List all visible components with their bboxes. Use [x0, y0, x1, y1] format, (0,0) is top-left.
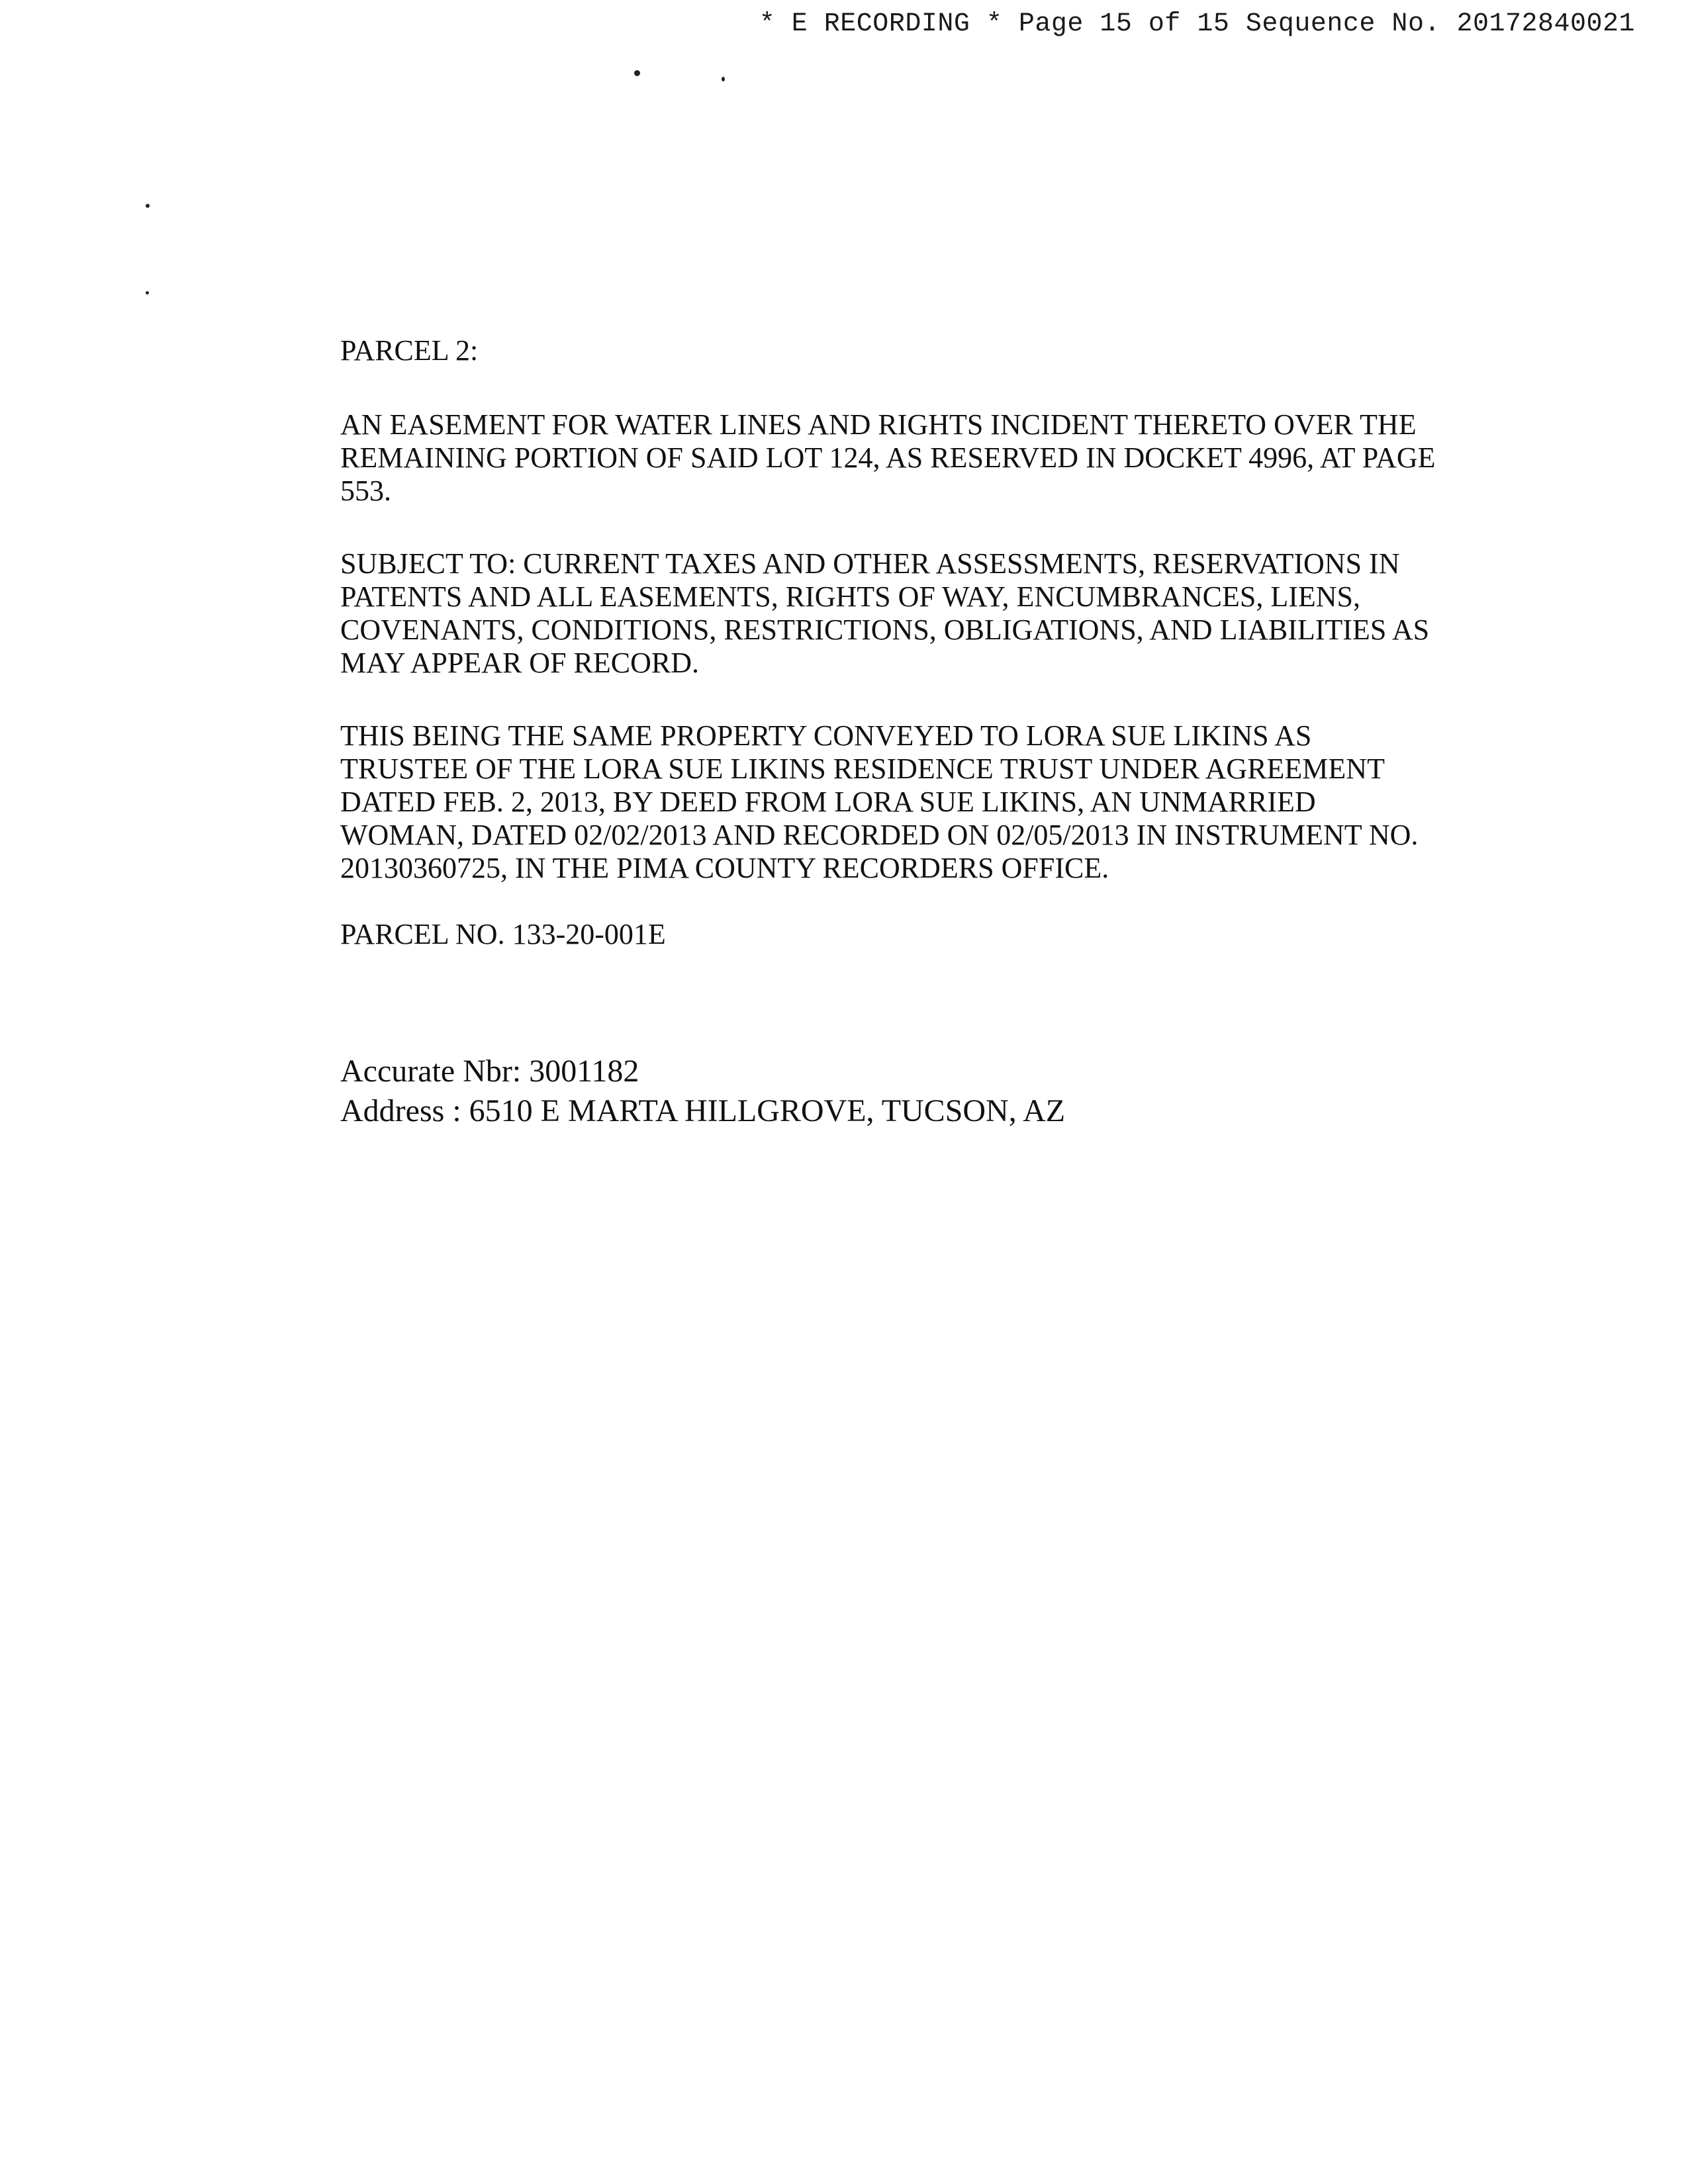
document-body — [340, 334, 1439, 1131]
parcel-number: PARCEL NO. 133-20-001E — [340, 918, 666, 950]
scan-speck — [634, 70, 640, 76]
property-address: Address : 6510 E MARTA HILLGROVE, TUCSON, AZ — [340, 1093, 1066, 1128]
easement-paragraph: AN EASEMENT FOR WATER LINES AND RIGHTS INCIDENT THERETO OVER THE REMAINING PORTION OF SAID LOT 124, AS RESERVED IN DOCKET 4996, AT PAGE 553. — [340, 408, 1436, 507]
scan-speck — [146, 291, 149, 295]
scan-speck — [722, 77, 725, 81]
parcel-heading: PARCEL 2: — [340, 334, 479, 367]
subject-to-paragraph: SUBJECT TO: CURRENT TAXES AND OTHER ASSESSMENTS, RESERVATIONS IN PATENTS AND ALL EASEMENTS, RIGHTS OF WAY, ENCUMBRANCES, LIENS, COVENANTS, CONDITIONS, RESTRICTIONS, OBLIGATIONS, AND LIABILITIES AS MAY APPEAR OF RECORD. — [340, 547, 1430, 679]
recording-header: * E RECORDING * Page 15 of 15 Sequence No. 20172840021 — [759, 9, 1635, 39]
scan-speck — [146, 204, 150, 208]
accurate-number: Accurate Nbr: 3001182 — [340, 1054, 639, 1089]
conveyance-paragraph: THIS BEING THE SAME PROPERTY CONVEYED TO LORA SUE LIKINS AS TRUSTEE OF THE LORA SUE LIKINS RESIDENCE TRUST UNDER AGREEMENT DATED FEB. 2, 2013, BY DEED FROM LORA SUE LIKINS, AN UNMARRIED WOMAN, DATED 02/02/2013 AND RECORDED ON 02/05/2013 IN INSTRUMENT NO. 20130360725, IN THE PIMA COUNTY RECORDERS OFFICE. — [340, 719, 1419, 884]
